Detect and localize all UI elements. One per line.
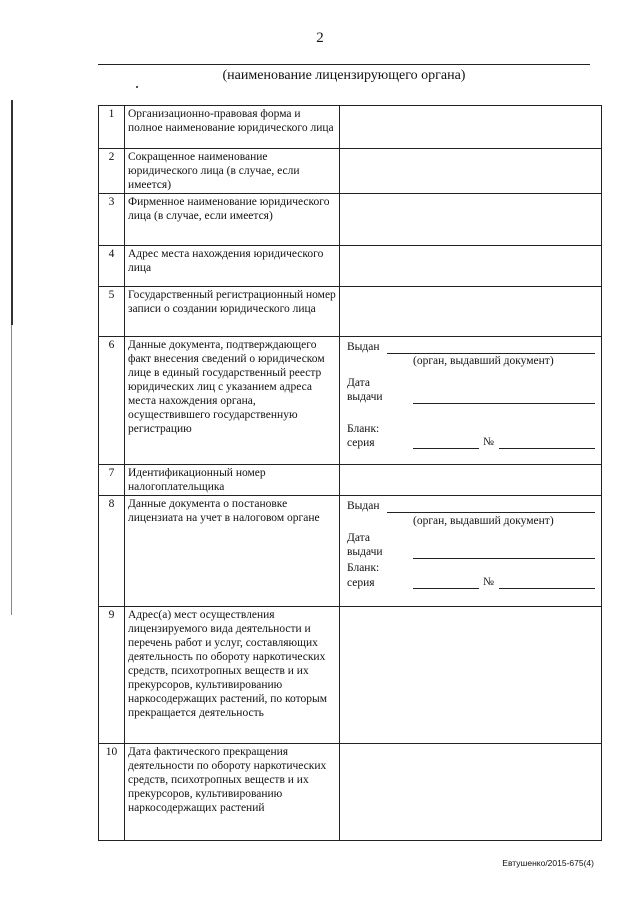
row-value-field[interactable] — [340, 106, 602, 149]
row-value-field[interactable] — [340, 194, 602, 246]
row-number: 8 — [99, 496, 125, 607]
licensee-info-table — [98, 105, 602, 841]
footer-reference: Евтушенко/2015-675(4) — [502, 858, 594, 868]
table-row — [99, 465, 602, 496]
row-number: 1 — [99, 106, 125, 149]
issue-date-line[interactable] — [413, 558, 595, 559]
issue-date-label: Дата — [347, 532, 370, 544]
table-row — [99, 106, 602, 149]
row-label: Государственный регистрационный номер записи о создании юридического лица — [125, 287, 340, 337]
row-number: 3 — [99, 194, 125, 246]
number-sign: № — [483, 436, 494, 448]
series-line[interactable] — [413, 448, 479, 449]
issued-label: Выдан — [347, 341, 380, 353]
row-label: Сокращенное наименование юридического лица (в случае, если имеется) — [125, 149, 340, 194]
row-number: 7 — [99, 465, 125, 496]
row-label: Данные документа, подтверждающего факт внесения сведений о юридическом лице в единый государственный реестр юридических лиц с указанием адреса места нахождения органа, осуществившего государственную регистрацию — [125, 337, 340, 465]
speck — [136, 86, 138, 88]
row-label: Адрес места нахождения юридического лица — [125, 246, 340, 287]
issued-by-line[interactable] — [387, 512, 595, 513]
row-value-field[interactable] — [340, 149, 602, 194]
tax-registration-document-fields — [340, 496, 602, 607]
series-line[interactable] — [413, 588, 479, 589]
issuer-caption: (орган, выдавший документ) — [413, 515, 554, 527]
row-label: Адрес(а) мест осуществления лицензируемого вида деятельности и перечень работ и услуг, составляющих деятельность по обороту наркотических средств, психотропных веществ и их прекурсоров, культивированию наркосодержащих растений, по которым прекращается деятельность — [125, 607, 340, 744]
number-sign: № — [483, 576, 494, 588]
number-line[interactable] — [499, 588, 595, 589]
table-row — [99, 246, 602, 287]
row-number: 6 — [99, 337, 125, 465]
row-value-field[interactable] — [340, 465, 602, 496]
table-row — [99, 194, 602, 246]
series-label: серия — [347, 577, 375, 589]
issuer-caption: (орган, выдавший документ) — [413, 355, 554, 367]
issue-date-label-2: выдачи — [347, 391, 383, 403]
issue-date-label: Дата — [347, 377, 370, 389]
binding-margin-thin — [11, 325, 12, 615]
row-value-field[interactable] — [340, 287, 602, 337]
series-label: серия — [347, 437, 375, 449]
form-label: Бланк: — [347, 562, 380, 574]
issue-date-label-2: выдачи — [347, 546, 383, 558]
row-value-field[interactable] — [340, 744, 602, 841]
row-label: Дата фактического прекращения деятельности по обороту наркотических средств, психотропных веществ и их прекурсоров, культивированию наркосодержащих растений — [125, 744, 340, 841]
number-line[interactable] — [499, 448, 595, 449]
row-label: Организационно-правовая форма и полное наименование юридического лица — [125, 106, 340, 149]
row-value-field[interactable] — [340, 246, 602, 287]
row-number: 5 — [99, 287, 125, 337]
page-number: 2 — [316, 30, 324, 46]
table-row — [99, 337, 602, 465]
organ-name-line — [98, 64, 590, 65]
table-row — [99, 149, 602, 194]
row-value-field[interactable] — [340, 607, 602, 744]
organ-name-caption: (наименование лицензирующего органа) — [222, 68, 466, 83]
row-label: Идентификационный номер налогоплательщика — [125, 465, 340, 496]
row-number: 10 — [99, 744, 125, 841]
form-label: Бланк: — [347, 423, 380, 435]
table-row — [99, 287, 602, 337]
issue-date-line[interactable] — [413, 403, 595, 404]
table-row — [99, 496, 602, 607]
issued-label: Выдан — [347, 500, 380, 512]
row-number: 4 — [99, 246, 125, 287]
egrul-document-fields — [340, 337, 602, 465]
table-row — [99, 744, 602, 841]
row-label: Фирменное наименование юридического лица (в случае, если имеется) — [125, 194, 340, 246]
row-label: Данные документа о постановке лицензиата на учет в налоговом органе — [125, 496, 340, 607]
binding-margin-mark — [11, 100, 13, 325]
row-number: 2 — [99, 149, 125, 194]
row-number: 9 — [99, 607, 125, 744]
table-row — [99, 607, 602, 744]
